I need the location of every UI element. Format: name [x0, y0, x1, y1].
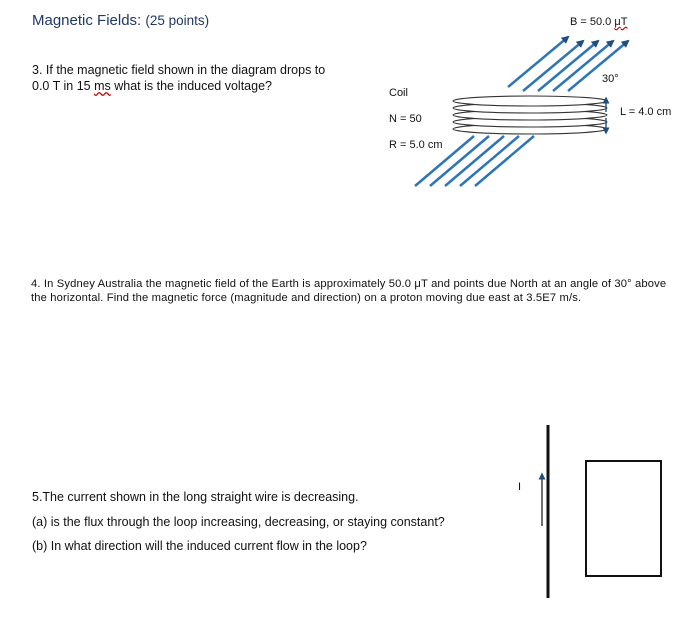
question-5-line1: 5.The current shown in the long straight wire is decreasing. [32, 490, 359, 504]
question-5-part-b: (b) In what direction will the induced current flow in the loop? [32, 539, 367, 553]
coil-loop-1 [453, 96, 607, 106]
current-label: I [518, 481, 522, 493]
field-line-upper-5 [568, 41, 628, 91]
coil-label: Coil [389, 87, 408, 99]
q3-text-post: what is the induced voltage? [110, 79, 272, 93]
angle-label: 30° [602, 73, 619, 85]
b-label-pre: B = 50.0 [570, 16, 615, 28]
field-line-upper-3 [538, 41, 598, 91]
b-label-mu: μ [614, 16, 621, 28]
b-label-t: T [620, 16, 628, 28]
conducting-loop [586, 461, 661, 576]
field-line-lower-3 [445, 136, 504, 186]
field-line-lower-4 [460, 136, 519, 186]
turns-label: N = 50 [389, 113, 422, 125]
b-label-unit [614, 16, 627, 28]
points-label: (25 points) [145, 13, 210, 28]
q3-text-pre: 0.0 T in 15 [32, 79, 95, 93]
field-line-lower-5 [475, 136, 534, 186]
question-5-part-a: (a) is the flux through the loop increasing, decreasing, or staying constant? [32, 515, 445, 529]
q3-unit-ms: ms [94, 79, 111, 93]
b-field-label [570, 16, 627, 28]
wire-loop-diagram [542, 425, 661, 598]
question-3-line1: 3. If the magnetic field shown in the diagram drops to [32, 63, 326, 77]
question-4-text: 4. In Sydney Australia the magnetic field of the Earth is approximately 50.0 μT and points due North at an angle of 30° above the horizontal. Find the magnetic force (magnitude and direction) on a proton moving due east at 3.5E7 m/s. [31, 278, 667, 304]
length-label: L = 4.0 cm [620, 106, 672, 118]
radius-label: R = 5.0 cm [389, 139, 443, 151]
coil [453, 96, 607, 134]
title-text: Magnetic Fields: [32, 12, 142, 29]
